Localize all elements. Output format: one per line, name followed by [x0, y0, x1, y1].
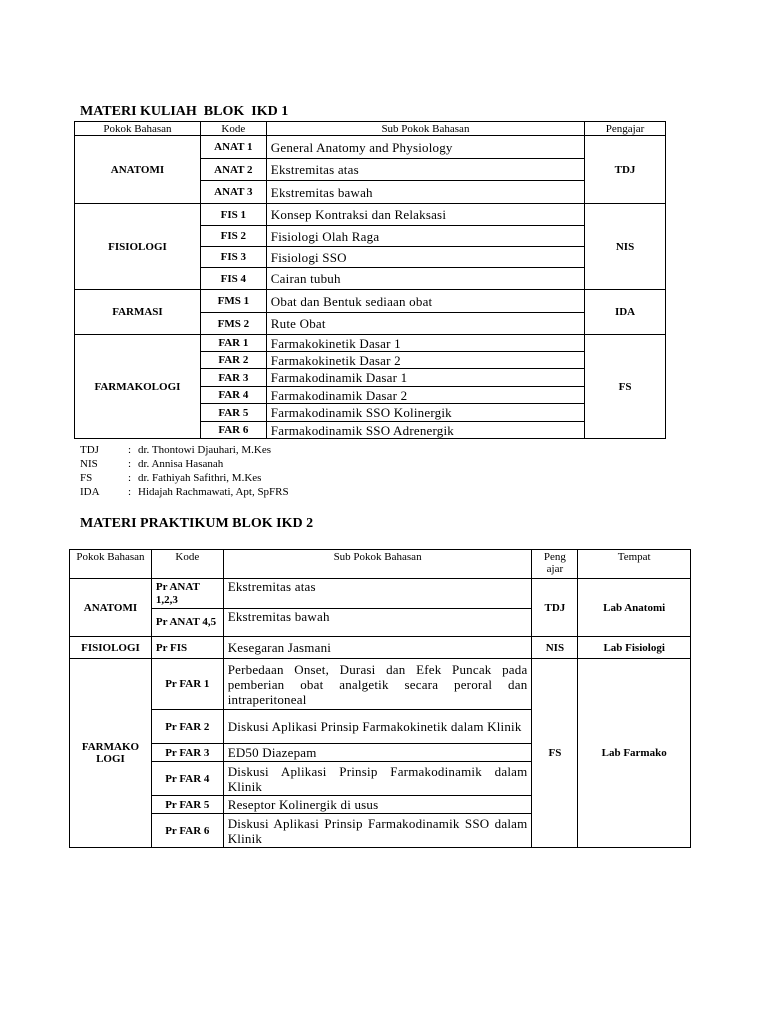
kode-cell: Pr ANAT 1,2,3 [151, 579, 223, 609]
kode-cell: Pr FAR 5 [151, 796, 223, 814]
pokok-anatomi: ANATOMI [75, 136, 201, 204]
kode-cell: FIS 4 [200, 268, 266, 290]
legend-name: dr. Fathiyah Safithri, M.Kes [138, 472, 262, 484]
legend-abbr: TDJ [80, 444, 99, 456]
kode-cell: FIS 2 [200, 226, 266, 247]
pengajar-fs: FS [585, 335, 666, 439]
kode-cell: Pr FAR 2 [151, 710, 223, 744]
kode-cell: Pr FAR 3 [151, 744, 223, 762]
sub-cell: Farmakokinetik Dasar 1 [266, 335, 584, 352]
sub-cell: General Anatomy and Physiology [266, 136, 584, 159]
legend-abbr: IDA [80, 486, 100, 498]
sub-cell: Ekstremitas atas [266, 159, 584, 181]
kode-cell: FAR 6 [200, 422, 266, 439]
table-row [70, 579, 691, 609]
kode-cell: FAR 4 [200, 387, 266, 404]
pokok-fisiologi: FISIOLOGI [75, 204, 201, 290]
kode-cell: ANAT 1 [200, 136, 266, 159]
kode-cell: Pr FAR 6 [151, 814, 223, 848]
legend-abbr: FS [80, 472, 93, 484]
sub-cell: Konsep Kontraksi dan Relaksasi [266, 204, 584, 226]
pokok-anatomi: ANATOMI [70, 579, 152, 637]
praktikum-title: MATERI PRAKTIKUM BLOK IKD 2 [80, 516, 314, 531]
kode-cell: Pr ANAT 4,5 [151, 609, 223, 637]
sub-cell: Reseptor Kolinergik di usus [223, 796, 532, 814]
sub-cell: Ekstremitas bawah [266, 181, 584, 204]
sub-cell: Obat dan Bentuk sediaan obat [266, 290, 584, 313]
sub-cell: Diskusi Aplikasi Prinsip Farmakodinamik SSO dalam Klinik [223, 814, 532, 848]
kode-cell: FAR 5 [200, 404, 266, 422]
header-kode: Kode [151, 550, 223, 579]
legend-abbr: NIS [80, 458, 98, 470]
kode-cell: FAR 1 [200, 335, 266, 352]
table-row [75, 204, 666, 226]
kuliah-header-row [75, 122, 666, 136]
praktikum-header-row [70, 550, 691, 579]
header-pengajar: Peng ajar [532, 550, 578, 579]
kode-cell: ANAT 3 [200, 181, 266, 204]
kuliah-title: MATERI KULIAH BLOK IKD 1 [80, 104, 289, 119]
kode-cell: FMS 1 [200, 290, 266, 313]
pengajar-tdj: TDJ [585, 136, 666, 204]
legend-name: dr. Thontowi Djauhari, M.Kes [138, 444, 272, 456]
legend-name: Hidajah Rachmawati, Apt, SpFRS [138, 486, 289, 498]
sub-cell: Farmakokinetik Dasar 2 [266, 352, 584, 369]
kode-cell: Pr FIS [151, 637, 223, 659]
sub-cell: Farmakodinamik Dasar 1 [266, 369, 584, 387]
sub-cell: Diskusi Aplikasi Prinsip Farmakokinetik dalam Klinik [223, 710, 532, 744]
header-pokok-bahasan: Pokok Bahasan [70, 550, 152, 579]
sub-cell: Rute Obat [266, 313, 584, 335]
table-row [75, 136, 666, 159]
legend-separator: : [128, 486, 132, 498]
kode-cell: Pr FAR 1 [151, 659, 223, 710]
pengajar-nis: NIS [585, 204, 666, 290]
table-row [70, 637, 691, 659]
kode-cell: FIS 3 [200, 247, 266, 268]
kode-cell: ANAT 2 [200, 159, 266, 181]
legend-row [80, 443, 289, 457]
table-row [70, 659, 691, 710]
tempat-lab-anatomi: Lab Anatomi [578, 579, 691, 637]
legend-row [80, 471, 289, 485]
pengajar-nis: NIS [532, 637, 578, 659]
sub-cell: Farmakodinamik SSO Kolinergik [266, 404, 584, 422]
header-sub-pokok-bahasan: Sub Pokok Bahasan [266, 122, 584, 136]
sub-cell: Diskusi Aplikasi Prinsip Farmakodinamik dalam Klinik [223, 762, 532, 796]
header-sub-pokok-bahasan: Sub Pokok Bahasan [223, 550, 532, 579]
kode-cell: FAR 3 [200, 369, 266, 387]
sub-cell: Ekstremitas atas [223, 579, 532, 609]
sub-cell: Fisiologi Olah Raga [266, 226, 584, 247]
sub-cell: Farmakodinamik Dasar 2 [266, 387, 584, 404]
header-pokok-bahasan: Pokok Bahasan [75, 122, 201, 136]
sub-cell: Fisiologi SSO [266, 247, 584, 268]
sub-cell: Farmakodinamik SSO Adrenergik [266, 422, 584, 439]
sub-cell: Perbedaan Onset, Durasi dan Efek Puncak pada pemberian obat analgetik secara peroral dan intraperitoneal [223, 659, 532, 710]
table-row [75, 335, 666, 352]
legend-separator: : [128, 472, 132, 484]
tempat-lab-fisiologi: Lab Fisiologi [578, 637, 691, 659]
kode-cell: FIS 1 [200, 204, 266, 226]
kode-cell: FAR 2 [200, 352, 266, 369]
table-row [75, 290, 666, 313]
sub-cell: Cairan tubuh [266, 268, 584, 290]
pengajar-fs: FS [532, 659, 578, 848]
legend-name: dr. Annisa Hasanah [138, 458, 224, 470]
pokok-farmakologi: FARMAKOLOGI [75, 335, 201, 439]
kuliah-table [74, 121, 666, 439]
pokok-fisiologi: FISIOLOGI [70, 637, 152, 659]
legend-separator: : [128, 444, 132, 456]
pokok-farmakologi: FARMAKO LOGI [70, 659, 152, 848]
header-tempat: Tempat [578, 550, 691, 579]
kode-cell: Pr FAR 4 [151, 762, 223, 796]
pokok-farmasi: FARMASI [75, 290, 201, 335]
tempat-lab-farmako: Lab Farmako [578, 659, 691, 848]
sub-cell: ED50 Diazepam [223, 744, 532, 762]
header-kode: Kode [200, 122, 266, 136]
sub-cell: Ekstremitas bawah [223, 609, 532, 637]
legend-row [80, 485, 289, 499]
pengajar-legend [80, 443, 289, 499]
sub-cell: Kesegaran Jasmani [223, 637, 532, 659]
header-pengajar: Pengajar [585, 122, 666, 136]
pengajar-ida: IDA [585, 290, 666, 335]
pengajar-tdj: TDJ [532, 579, 578, 637]
legend-separator: : [128, 458, 132, 470]
legend-row [80, 457, 289, 471]
kode-cell: FMS 2 [200, 313, 266, 335]
praktikum-table [69, 549, 691, 848]
